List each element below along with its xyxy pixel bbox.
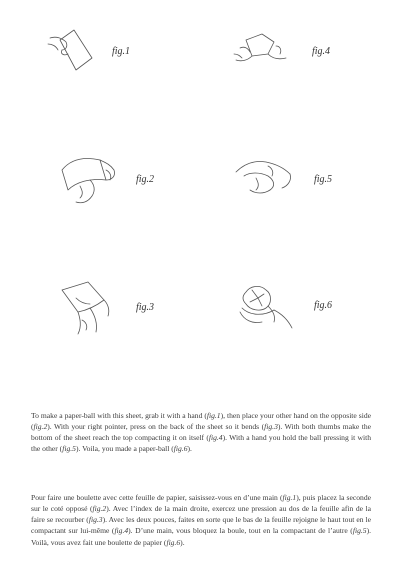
figure-4	[232, 32, 352, 78]
figure-reference: fig.2	[33, 421, 48, 431]
figure-2	[60, 150, 180, 208]
figure-5	[234, 152, 356, 198]
instruction-text: ), puis placez la seconde sur le coté opposé (	[31, 492, 371, 513]
finished-paper-ball-illustration	[232, 282, 294, 338]
figure-3	[60, 280, 172, 342]
figure-reference: fig.1	[206, 410, 221, 420]
figure-reference: fig.5	[352, 526, 367, 536]
instruction-text: ). D’une main, vous bloquez la boule, tout en la compactant de l’autre (	[128, 526, 353, 536]
instruction-text: ), then place your other hand on the opposite side (	[31, 410, 371, 431]
figure-reference: fig.1	[282, 492, 297, 502]
hand-holding-sheet-illustration	[48, 28, 118, 76]
figure-4-label: fig.4	[312, 46, 331, 57]
instruction-text: ). Avec l’index de la main droite, exercez une pression au dos de la feuille afin de la faire se recourber (	[31, 503, 371, 525]
hand-holding-ball-illustration	[234, 152, 298, 198]
instruction-text: ). With a hand you hold the ball pressing it with the other (	[31, 433, 371, 454]
figure-reference: fig.6	[166, 537, 181, 547]
pointer-bending-sheet-illustration	[60, 280, 120, 342]
instruction-text: ).	[180, 537, 185, 547]
instruction-text: ). Avec les deux pouces, faites en sorte que le bas de la feuille rejoigne le haut tout en le compactant sur lui-même (	[31, 515, 371, 536]
instruction-text: ). With your right pointer, press on the back of the sheet so it bends (	[47, 421, 265, 431]
instruction-text: ). Voila, you made a paper-ball (	[75, 444, 174, 454]
figure-2-label: fig.2	[136, 174, 155, 185]
instructions-french	[31, 492, 371, 548]
figure-reference: fig.5	[62, 444, 76, 454]
figure-reference: fig.4	[208, 433, 223, 443]
two-hands-on-sheet-illustration	[60, 150, 130, 208]
instruction-text: ). With both thumbs make the bottom of the sheet reach the top compacting it on itself (	[31, 421, 372, 443]
figure-reference: fig.6	[173, 444, 188, 454]
instruction-text: Pour faire une boulette avec cette feuille de papier, saisissez-vous en d’une main (	[31, 492, 283, 502]
figure-reference: fig.2	[92, 503, 107, 513]
instruction-text: To make a paper-ball with this sheet, grab it with a hand (	[31, 410, 207, 420]
figure-1	[48, 28, 168, 76]
thumbs-compacting-sheet-illustration	[232, 32, 292, 78]
instruction-text: ). Voilà, vous avez fait une boulette de papier (	[31, 526, 371, 547]
figure-1-label: fig.1	[112, 46, 131, 57]
instructions-english	[31, 410, 371, 455]
instruction-text: ).	[187, 444, 192, 454]
figure-reference: fig.3	[264, 421, 278, 431]
figure-3-label: fig.3	[136, 302, 155, 313]
figure-5-label: fig.5	[314, 174, 333, 185]
figure-reference: fig.3	[88, 515, 103, 525]
figure-reference: fig.4	[114, 526, 129, 536]
figure-6-label: fig.6	[314, 300, 333, 311]
figure-6	[232, 282, 354, 338]
